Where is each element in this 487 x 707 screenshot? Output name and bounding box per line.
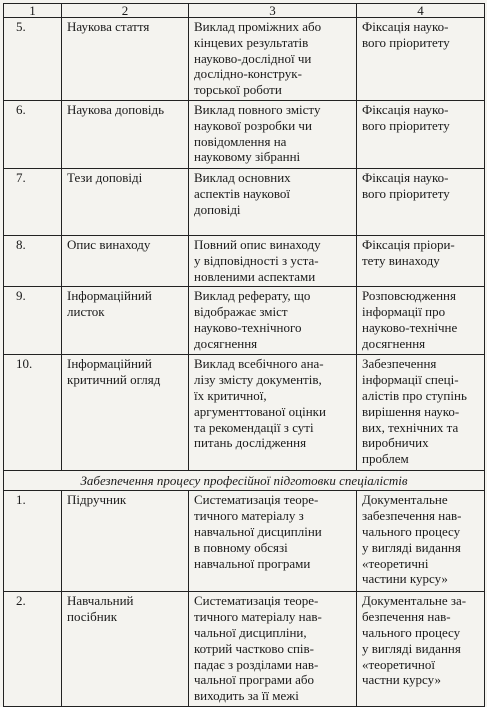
table-row — [4, 491, 485, 592]
cell-line: інформації спеці- — [362, 372, 459, 388]
document-content-cell — [189, 491, 357, 592]
document-purpose-cell — [357, 491, 485, 592]
document-content-cell — [189, 101, 357, 169]
document-content-cell — [189, 18, 357, 101]
cell-line: вого пріоритету — [362, 185, 450, 201]
cell-line: Фіксація науко- — [362, 102, 449, 117]
cell-line: досягнення — [194, 335, 258, 351]
document-content-cell — [189, 592, 357, 707]
cell-line: Наукова доповідь — [67, 102, 165, 117]
cell-line: лізу змісту документів, — [194, 372, 322, 388]
cell-line: навчальної програми — [194, 555, 311, 571]
cell-line: Документальне за- — [362, 593, 467, 609]
cell-line: чальної дисципліни, — [194, 624, 307, 640]
cell-line: виходить за її межі — [194, 688, 299, 704]
document-content-cell — [189, 287, 357, 355]
cell-line: вирішення науко- — [362, 403, 460, 419]
cell-line: кінцевих результатів — [194, 34, 309, 50]
cell-line: повідомлення на — [194, 133, 287, 149]
cell-line: частини курсу» — [362, 571, 448, 587]
cell-line: їх критичної, — [194, 387, 267, 403]
cell-line: Систематизація теоре- — [194, 492, 319, 508]
table-row — [4, 236, 485, 287]
row-number: 6. — [4, 101, 62, 169]
cell-line: відображає зміст — [194, 304, 288, 320]
cell-line: аргументтованої оцінки — [194, 403, 326, 419]
document-name-cell — [62, 236, 189, 287]
document-name-cell — [62, 18, 189, 101]
cell-line: «теоретичні — [362, 555, 429, 571]
cell-line: листок — [67, 304, 105, 320]
cell-line: «теоретичної — [362, 656, 435, 672]
document-name-cell — [62, 287, 189, 355]
cell-line: Виклад основних — [194, 170, 291, 185]
row-number: 8. — [4, 236, 62, 287]
cell-line: проблем — [362, 451, 409, 467]
cell-line: у відповідності з уста- — [194, 252, 319, 268]
row-number: 2. — [4, 592, 62, 707]
document-name-cell — [62, 491, 189, 592]
document-name-cell — [62, 592, 189, 707]
document-purpose-cell — [357, 592, 485, 707]
cell-line: виробничих — [362, 435, 429, 451]
cell-line: Документальне — [362, 492, 448, 508]
cell-line: Виклад реферату, що — [194, 288, 311, 304]
header-row — [4, 4, 485, 18]
cell-line: торської роботи — [194, 82, 282, 98]
cell-line: посібник — [67, 609, 118, 625]
cell-line: Фіксація науко- — [362, 170, 449, 185]
cell-line: Тези доповіді — [67, 170, 143, 185]
cell-line: Розповсюдження — [362, 288, 456, 304]
row-number: 10. — [4, 355, 62, 471]
cell-line: Забезпечення — [362, 356, 437, 372]
cell-line: в повному обсязі — [194, 539, 288, 555]
cell-line: тичного матеріалу з — [194, 508, 304, 524]
cell-line: Інформаційний — [67, 356, 152, 372]
cell-line: навчальної дисципліни — [194, 523, 322, 539]
cell-line: науковому зібранні — [194, 149, 301, 165]
document-name-cell — [62, 355, 189, 471]
header-col-1: 1 — [4, 4, 62, 18]
cell-line: та рекомендації з суті — [194, 419, 314, 435]
document-purpose-cell — [357, 169, 485, 236]
row-number: 9. — [4, 287, 62, 355]
row-number: 7. — [4, 169, 62, 236]
header-col-4: 4 — [357, 4, 485, 18]
table-row — [4, 592, 485, 707]
cell-line: вих, технічних та — [362, 419, 459, 435]
cell-line: чального процесу — [362, 624, 461, 640]
document-content-cell — [189, 169, 357, 236]
cell-line: Інформаційний — [67, 288, 152, 304]
document-content-cell — [189, 236, 357, 287]
cell-line: чальної програми або — [194, 672, 315, 688]
table-row — [4, 101, 485, 169]
cell-line: наукової розробки чи — [194, 117, 312, 133]
header-col-2: 2 — [62, 4, 189, 18]
cell-line: котрий частково спів- — [194, 640, 315, 656]
cell-line: забезпечення нав- — [362, 508, 462, 524]
cell-line: досягнення — [362, 335, 426, 351]
cell-line: питань дослідження — [194, 435, 307, 451]
cell-line: чального процесу — [362, 523, 461, 539]
cell-line: безпечення нав- — [362, 609, 451, 625]
cell-line: Виклад повного змісту — [194, 102, 321, 117]
document-content-cell — [189, 355, 357, 471]
table-body — [4, 4, 485, 707]
cell-line: Фіксація науко- — [362, 19, 449, 34]
cell-line: Навчальний — [67, 593, 134, 609]
cell-line: Фіксація пріори- — [362, 237, 455, 252]
document-types-table — [3, 3, 485, 707]
cell-line: падає з розділами нав- — [194, 656, 319, 672]
cell-line: науково-дослідної чи — [194, 50, 312, 66]
document-name-cell — [62, 101, 189, 169]
row-number: 5. — [4, 18, 62, 101]
cell-line: інформації про — [362, 304, 446, 320]
cell-line: науково-технічного — [194, 319, 302, 335]
cell-line: Опис винаходу — [67, 237, 151, 252]
document-purpose-cell — [357, 236, 485, 287]
cell-line: Систематизація теоре- — [194, 593, 319, 609]
cell-line: у вигляді видання — [362, 539, 461, 555]
document-purpose-cell — [357, 18, 485, 101]
cell-line: Наукова стаття — [67, 19, 150, 34]
header-col-3: 3 — [189, 4, 357, 18]
cell-line: Повний опис винаходу — [194, 237, 321, 252]
cell-line: тичного матеріалу нав- — [194, 609, 322, 625]
cell-line: науково-технічне — [362, 319, 458, 335]
cell-line: тету винаходу — [362, 252, 440, 268]
cell-line: алістів про ступінь — [362, 387, 467, 403]
table-row — [4, 18, 485, 101]
cell-line: у вигляді видання — [362, 640, 461, 656]
cell-line: аспектів наукової — [194, 185, 290, 201]
section-title: Забезпечення процесу професійної підготовки спеціалістів — [4, 471, 485, 491]
cell-line: Виклад всебічного ана- — [194, 356, 324, 372]
document-purpose-cell — [357, 355, 485, 471]
table-row — [4, 355, 485, 471]
cell-line: вого пріоритету — [362, 117, 450, 133]
cell-line: частни курсу» — [362, 672, 441, 688]
cell-line: критичний огляд — [67, 372, 161, 388]
cell-line: Підручник — [67, 492, 127, 508]
cell-line: Виклад проміжних або — [194, 19, 322, 34]
cell-line: новленими аспектами — [194, 268, 316, 284]
row-number: 1. — [4, 491, 62, 592]
cell-line: дослідно-конструк- — [194, 66, 302, 82]
document-purpose-cell — [357, 287, 485, 355]
cell-line: доповіді — [194, 201, 241, 217]
section-row — [4, 471, 485, 491]
cell-line: вого пріоритету — [362, 34, 450, 50]
document-purpose-cell — [357, 101, 485, 169]
table-row — [4, 169, 485, 236]
document-name-cell — [62, 169, 189, 236]
table-row — [4, 287, 485, 355]
